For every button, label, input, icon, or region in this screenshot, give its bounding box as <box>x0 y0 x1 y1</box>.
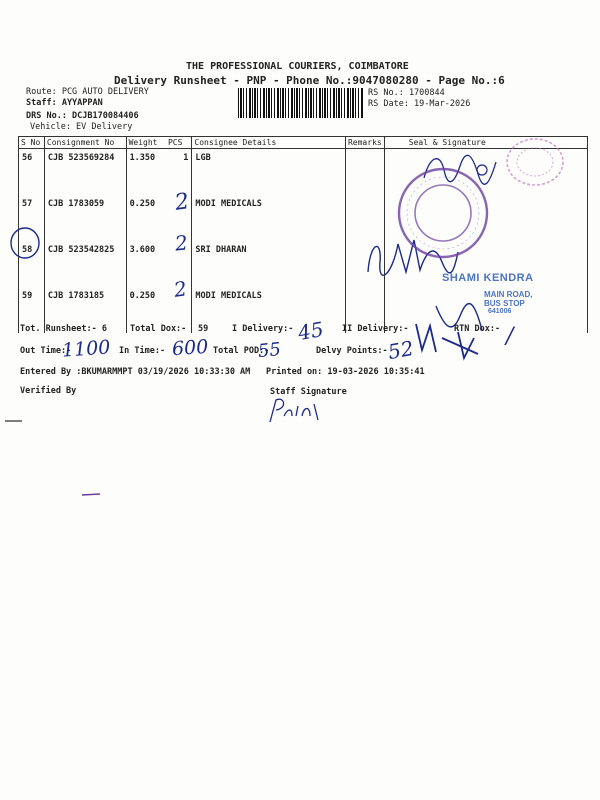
stamp-line-4: 641006 <box>488 308 512 315</box>
stamp-line-2: MAIN ROAD, <box>484 290 533 299</box>
cell-sno: 58 <box>19 241 45 287</box>
cell-sno: 57 <box>19 195 45 241</box>
i-delivery-label: I Delivery:- <box>232 324 294 334</box>
hw-total-pod: 55 <box>256 338 282 363</box>
company-title: THE PROFESSIONAL COURIERS, COIMBATORE <box>186 61 409 72</box>
stamp-line-3: BUS STOP <box>484 299 525 308</box>
stamp-line-1: SHAMI KENDRA <box>442 272 534 284</box>
col-pcs: PCS <box>166 137 192 149</box>
cell-consignee: MODI MEDICALS <box>192 287 346 333</box>
entered-by: Entered By :BKUMARMMPT 03/19/2026 10:33:30 AM <box>20 367 251 377</box>
printed-on: Printed on: 19-03-2026 10:35:41 <box>266 367 425 377</box>
round-seal-purple <box>395 165 491 261</box>
vehicle-label: Vehicle: EV Delivery <box>30 122 133 132</box>
drs-label: DRS No.: DCJB170084406 <box>26 111 139 121</box>
table-header-row <box>19 137 588 149</box>
rtn-dox-label: RTN Dox:- <box>454 324 501 334</box>
tot-runsheet: Tot. Runsheet:- 6 <box>20 324 107 334</box>
hw-in-time: 600 <box>171 335 209 361</box>
total-pod-label: Total POD:- <box>213 346 270 356</box>
ii-delivery-label: II Delivery:- <box>342 324 409 334</box>
total-dox-label: Total Dox:- <box>130 324 187 334</box>
hw-delvy-points: 52 <box>386 335 416 365</box>
cell-sno: 59 <box>19 287 45 333</box>
signature-ii-delivery <box>408 318 488 362</box>
col-consignee: Consignee Details <box>192 137 346 149</box>
cell-consignment: CJB 1783059 <box>44 195 126 241</box>
barcode <box>238 88 364 118</box>
cell-consignment: CJB 523569284 <box>44 149 126 196</box>
route-label: Route: PCG AUTO DELIVERY <box>26 87 149 97</box>
cell-weight: 0.250 <box>126 195 166 241</box>
rs-no-label: RS No.: 1700844 <box>368 88 445 98</box>
col-seal: Seal & Signature <box>384 137 587 149</box>
cell-weight: 1.350 <box>126 149 166 196</box>
hw-pcs-57: 2 <box>173 189 191 216</box>
out-time-label: Out Time:- <box>20 346 72 356</box>
verified-by-label: Verified By <box>20 386 77 396</box>
hw-i-delivery: 45 <box>296 316 326 346</box>
table-row <box>19 149 588 196</box>
row-58-circle-mark <box>8 226 42 260</box>
runsheet-title: Delivery Runsheet - PNP - Phone No.:9047080280 - Page No.:6 <box>114 74 505 87</box>
cell-consignee: LGB <box>192 149 346 196</box>
hw-rtn: / <box>506 324 514 349</box>
cell-consignment: CJB 523542825 <box>44 241 126 287</box>
margin-dash-mark <box>4 418 24 424</box>
hw-out-time: 1100 <box>61 336 112 362</box>
cell-weight: 3.600 <box>126 241 166 287</box>
table-row <box>19 195 588 241</box>
delvy-points-label: Delvy Points:- <box>316 346 388 356</box>
staff-signature <box>264 394 334 428</box>
cell-consignee: SRI DHARAN <box>192 241 346 287</box>
total-dox-value: 59 <box>198 324 209 334</box>
cell-sno: 56 <box>19 149 45 196</box>
hw-pcs-58: 2 <box>173 230 189 256</box>
hw-pcs-59: 2 <box>172 276 189 302</box>
margin-ink-mark <box>80 492 104 498</box>
shop-stamp <box>428 272 534 315</box>
cell-consignment: CJB 1783185 <box>44 287 126 333</box>
staff-label: Staff: AYYAPPAN <box>26 98 103 108</box>
cell-remarks <box>345 149 384 196</box>
cell-weight: 0.250 <box>126 287 166 333</box>
cell-pcs: 1 <box>183 153 189 163</box>
col-remarks: Remarks <box>345 137 384 149</box>
col-consignment: Consignment No <box>44 137 126 149</box>
staff-signature-label: Staff Signature <box>270 387 347 397</box>
col-weight: Weight <box>126 137 166 149</box>
in-time-label: In Time:- <box>119 346 166 356</box>
cell-consignee: MODI MEDICALS <box>192 195 346 241</box>
round-seal-pink <box>504 136 566 188</box>
col-sno: S No <box>19 137 45 149</box>
rs-date-label: RS Date: 19-Mar-2026 <box>368 99 471 109</box>
